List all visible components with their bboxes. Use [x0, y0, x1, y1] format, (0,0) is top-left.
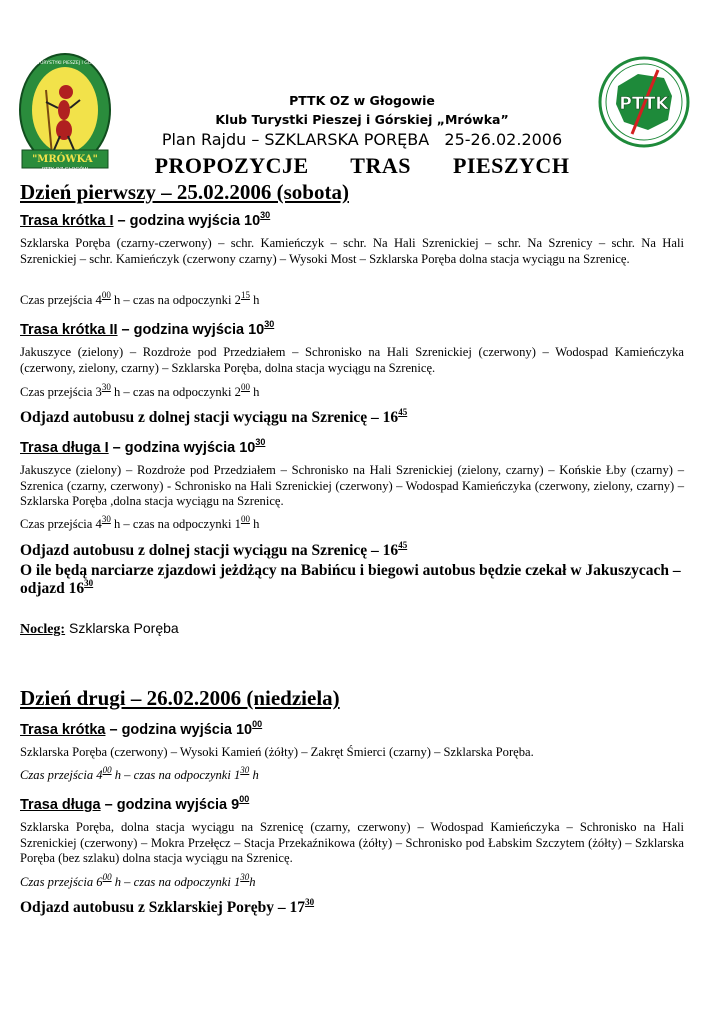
time-walk: Czas przejścia 4 — [20, 768, 103, 782]
header-org: PTTK OZ w Głogowie — [289, 93, 435, 108]
time-walk-minutes: 30 — [101, 513, 111, 524]
time-walk: Czas przejścia 4 — [20, 517, 102, 531]
day2-heading: Dzień drugi – 26.02.2006 (niedziela) — [20, 686, 340, 710]
route-name: Trasa krótka I — [20, 213, 114, 229]
time-unit: h — [249, 875, 256, 889]
time-rest: h – czas na odpoczynki 1 — [110, 517, 241, 531]
route-departure: – godzina wyjścia 9 — [100, 797, 240, 813]
day1-route3-time — [20, 513, 260, 532]
time-walk-minutes: 00 — [101, 289, 111, 300]
time-rest: h – czas na odpoczynki 2 — [110, 385, 241, 399]
bus-minutes: 45 — [398, 539, 408, 550]
time-rest: h – czas na odpoczynki 2 — [110, 293, 241, 307]
route-name: Trasa długa I — [20, 440, 109, 456]
day1-bus2 — [20, 539, 684, 560]
night-label: Nocleg: — [20, 622, 66, 637]
day1-route1-desc: Szklarska Poręba (czarny-czerwony) – schr. Kamieńczyk – schr. Na Hali Szrenickiej – schr. Na Szrenicy – schr. Na Hali Szrenickiej – schr. Kamieńczyk (czerwony czarny) – Wysoki Most – Szklarska Poręba dolna stacja wyciągu na Szrenicę. — [20, 236, 684, 266]
time-walk: Czas przejścia 3 — [20, 385, 102, 399]
time-rest-minutes: 00 — [240, 381, 250, 392]
route-departure-minutes: 30 — [255, 437, 266, 448]
day1-route1-time — [20, 289, 260, 308]
pttk-logo-text: PTTK — [619, 94, 669, 114]
route-departure-minutes: 30 — [264, 319, 275, 330]
bus-minutes: 45 — [398, 406, 408, 417]
day1-bus3 — [20, 562, 684, 598]
day2-bus — [20, 896, 684, 917]
day1-bus1 — [20, 406, 684, 427]
day2-route2-title — [20, 794, 250, 813]
day1-route2-time — [20, 381, 260, 400]
bus-text: Odjazd autobusu z dolnej stacji wyciągu na Szrenicę – 16 — [20, 409, 399, 426]
mrowka-logo-name: "MRÓWKA" — [32, 154, 98, 165]
time-rest-minutes: 30 — [240, 871, 250, 882]
page-title: PROPOZYCJE TRAS PIESZYCH — [154, 153, 570, 178]
mrowka-logo-sub: PTTK OZ GŁOGÓW — [41, 167, 89, 173]
time-rest-minutes: 30 — [240, 764, 250, 775]
day2-route2-desc: Szklarska Poręba, dolna stacja wyciągu na Szrenicę (czarny, czerwony) – Wodospad Kamieńczyka – Schronisko na Hali Szrenickiej (czerwony) – Mokra Przełęcz – Stacja Przekaźnikowa (żółty) – Schronisko pod Łabskim Szczytem (żółty) – Szklarska Poręba (bez szlaku) dolna stacja wyciągu na Szrenicę. — [20, 820, 684, 866]
route-departure-minutes: 00 — [239, 794, 250, 805]
time-walk-minutes: 00 — [102, 764, 112, 775]
route-departure: – godzina wyjścia 10 — [108, 440, 256, 456]
header-club: Klub Turystki Pieszej i Górskiej „Mrówka” — [215, 112, 509, 127]
header-plan: Plan Rajdu – SZKLARSKA PORĘBA 25-26.02.2006 — [161, 130, 563, 149]
time-unit: h — [249, 385, 260, 399]
bus-minutes: 30 — [305, 896, 315, 907]
time-rest-minutes: 00 — [240, 513, 250, 524]
time-rest: h – czas na odpoczynki 1 — [111, 768, 241, 782]
time-walk: Czas przejścia 4 — [20, 293, 102, 307]
day1-heading: Dzień pierwszy – 25.02.2006 (sobota) — [20, 180, 349, 204]
time-unit: h — [249, 517, 260, 531]
route-name: Trasa krótka — [20, 722, 106, 738]
route-departure: – godzina wyjścia 10 — [113, 213, 261, 229]
time-unit: h — [249, 768, 259, 782]
time-walk: Czas przejścia 6 — [20, 875, 103, 889]
bus-text: Odjazd autobusu z Szklarskiej Poręby – 17 — [20, 899, 306, 916]
route-name: Trasa długa — [20, 797, 101, 813]
route-departure-minutes: 00 — [252, 719, 263, 730]
bus-text: Odjazd autobusu z dolnej stacji wyciągu na Szrenicę – 16 — [20, 542, 399, 559]
bus-minutes: 30 — [84, 577, 94, 588]
time-walk-minutes: 00 — [102, 871, 112, 882]
day1-night — [20, 620, 179, 638]
bus-text: O ile będą narciarze zjazdowi jeżdżący na Babińcu i biegowi autobus będzie czekał w Jakuszycach – odjazd 16 — [20, 562, 681, 597]
route-departure: – godzina wyjścia 10 — [117, 322, 265, 338]
night-value: Szklarska Poręba — [65, 620, 179, 636]
route-name: Trasa krótka II — [20, 322, 118, 338]
day2-route1-title — [20, 719, 263, 738]
time-walk-minutes: 30 — [101, 381, 111, 392]
time-rest: h – czas na odpoczynki 1 — [111, 875, 241, 889]
day2-route1-time — [20, 764, 259, 783]
route-departure-minutes: 30 — [260, 210, 271, 221]
day1-route3-title — [20, 437, 266, 456]
day1-route1-title — [20, 210, 271, 229]
mrowka-logo-ring-text: KLUB TURYSTYKI PIESZEJ I GÓRSKIEJ — [24, 61, 106, 66]
time-unit: h — [249, 293, 260, 307]
day2-route1-desc: Szklarska Poręba (czerwony) – Wysoki Kamień (żółty) – Zakręt Śmierci (czarny) – Szklarska Poręba. — [20, 745, 534, 759]
day1-route2-title — [20, 319, 275, 338]
day2-route2-time — [20, 871, 256, 890]
day1-route3-desc: Jakuszyce (zielony) – Rozdroże pod Przedziałem – Schronisko na Hali Szrenickiej (zielony, czarny) – Końskie Łby (czarny) – Szrenica (czarny, czerwony) - Schronisko na Hali Szrenickiej (czerwony) – Wodospad Kamieńczyka (czerwony, zielony, czarny) – Szklarska Poręba ,dolna stacja wyciągu na Szrenicę. — [20, 463, 684, 509]
day1-route2-desc: Jakuszyce (zielony) – Rozdroże pod Przedziałem – Schronisko na Hali Szrenickiej (czerwony) – Wodospad Kamieńczyka (czerwony, zielony, czarny) – Szklarska Poręba, dolna stacja wyciągu na Szrenicę. — [20, 345, 684, 375]
route-departure: – godzina wyjścia 10 — [105, 722, 253, 738]
time-rest-minutes: 15 — [240, 289, 250, 300]
